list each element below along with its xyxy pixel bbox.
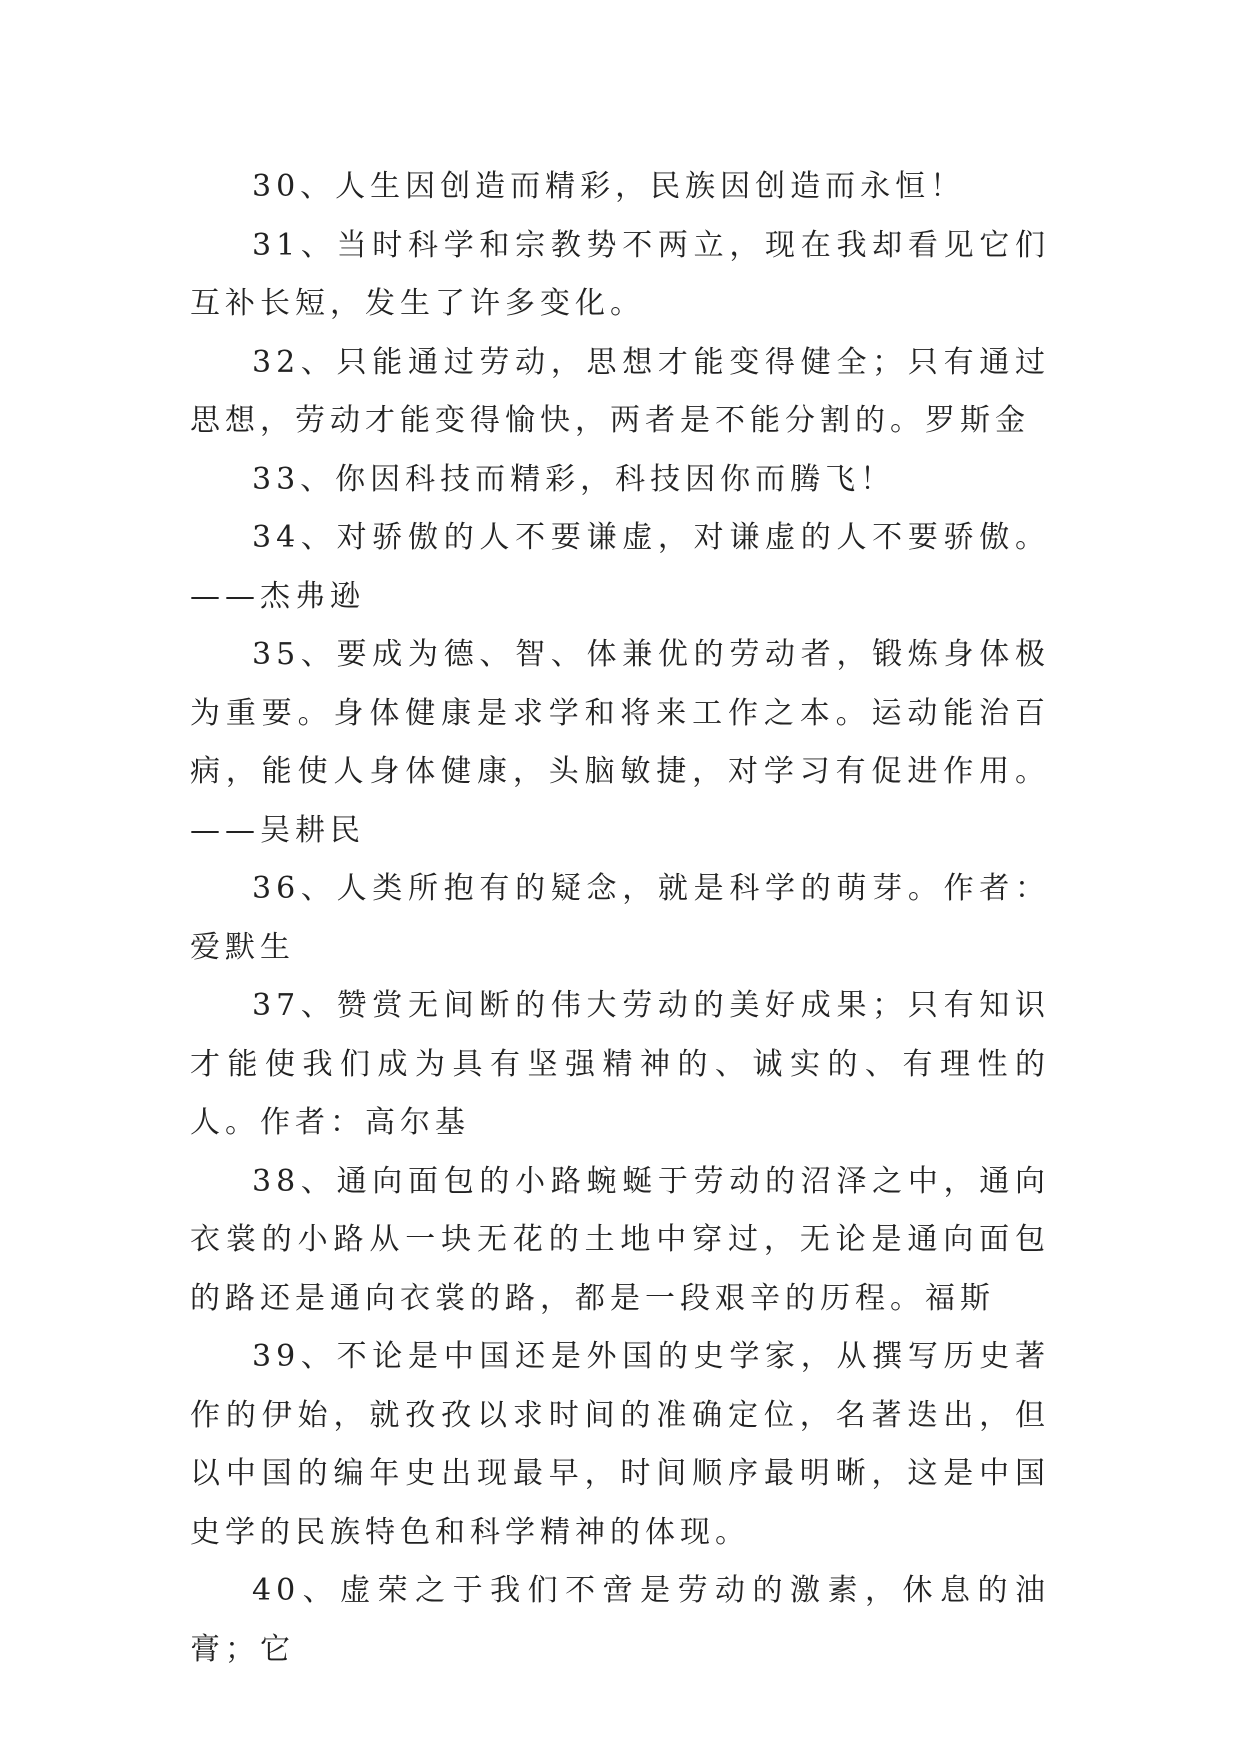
quote-paragraph-30: 30、人生因创造而精彩，民族因创造而永恒！ (252, 169, 966, 204)
quote-paragraph-31: 31、当时科学和宗教势不两立，现在我却看见它们互补长短，发生了许多变化。 (190, 227, 1050, 321)
quote-paragraph-35: 35、要成为德、智、体兼优的劳动者，锻炼身体极为重要。身体健康是求学和将来工作之本。运动能治百病，能使人身体健康，头脑敏捷，对学习有促进作用。——吴耕民 (190, 637, 1050, 848)
quote-paragraph-38: 38、通向面包的小路蜿蜒于劳动的沼泽之中，通向衣裳的小路从一块无花的土地中穿过，无论是通向面包的路还是通向衣裳的路，都是一段艰辛的历程。福斯 (190, 1163, 1050, 1316)
quote-paragraph-39: 39、不论是中国还是外国的史学家，从撰写历史著作的伊始，就孜孜以求时间的准确定位，名著迭出，但以中国的编年史出现最早，时间顺序最明晰，这是中国史学的民族特色和科学精神的体现。 (190, 1339, 1050, 1550)
quote-paragraph-34: 34、对骄傲的人不要谦虚，对谦虚的人不要骄傲。——杰弗逊 (190, 520, 1050, 614)
quote-list (190, 158, 1050, 1667)
quote-paragraph-40: 40、虚荣之于我们不啻是劳动的激素，休息的油膏；它 (190, 1573, 1050, 1667)
quote-paragraph-37: 37、赞赏无间断的伟大劳动的美好成果；只有知识才能使我们成为具有坚强精神的、诚实的、有理性的人。作者：高尔基 (190, 988, 1050, 1140)
quote-paragraph-33: 33、你因科技而精彩，科技因你而腾飞！ (252, 461, 896, 497)
quote-paragraph-36: 36、人类所抱有的疑念，就是科学的萌芽。作者：爱默生 (190, 871, 1050, 965)
quote-paragraph-32: 32、只能通过劳动，思想才能变得健全；只有通过思想，劳动才能变得愉快，两者是不能分割的。罗斯金 (190, 344, 1050, 438)
